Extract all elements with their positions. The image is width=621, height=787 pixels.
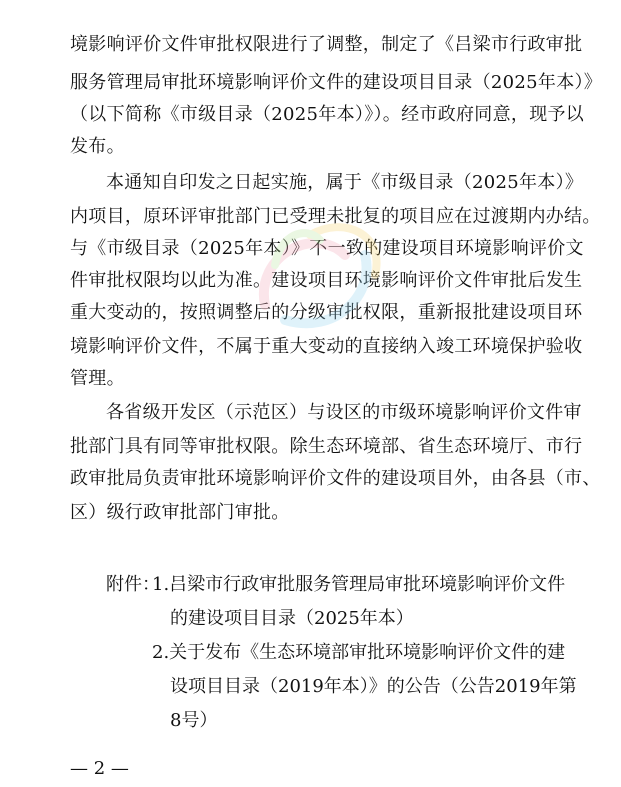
paragraph-1-line-2: 服务管理局审批环境影响评价文件的建设项目目录（2025年本）》 — [70, 72, 603, 93]
paragraph-3-line-2: 批部门具有同等审批权限。除生态环境部、省生态环境厅、市行 — [70, 436, 583, 457]
paragraph-2-line-4: 件审批权限均以此为准。建设项目环境影响评价文件审批后发生 — [70, 270, 583, 291]
paragraph-2-line-6: 境影响评价文件，不属于重大变动的直接纳入竣工环境保护验收 — [70, 336, 583, 357]
attachment-1-line-1: 1.吕梁市行政审批服务管理局审批环境影响评价文件 — [152, 574, 566, 595]
paragraph-3-line-1: 各省级开发区（示范区）与设区的市级环境影响评价文件审 — [106, 402, 582, 423]
attachment-1-line-2: 的建设项目目录（2025年本） — [170, 608, 414, 629]
attachments-label: 附件： — [106, 574, 160, 595]
paragraph-1-line-1: 境影响评价文件审批权限进行了调整，制定了《吕梁市行政审批 — [70, 34, 583, 55]
paragraph-1-line-4: 发布。 — [70, 136, 125, 157]
paragraph-3-line-4: 区）级行政审批部门审批。 — [70, 502, 290, 523]
paragraph-2-line-5: 重大变动的，按照调整后的分级审批权限，重新报批建设项目环 — [70, 302, 583, 323]
paragraph-2-line-3: 与《市级目录（2025年本）》不一致的建设项目环境影响评价文 — [70, 238, 584, 259]
attachment-2-line-1: 2.关于发布《生态环境部审批环境影响评价文件的建 — [152, 642, 566, 663]
paragraph-2-line-2: 内项目，原环评审批部门已受理未批复的项目应在过渡期内办结。 — [70, 206, 601, 227]
paragraph-1-line-3: （以下简称《市级目录（2025年本）》）。经市政府同意，现予以 — [70, 104, 585, 125]
paragraph-2-line-1: 本通知自印发之日起实施，属于《市级目录（2025年本）》 — [106, 172, 584, 193]
paragraph-2-line-7: 管理。 — [70, 368, 125, 389]
attachment-2-line-2: 设项目目录（2019年本）》的公告（公告2019年第 — [170, 676, 577, 697]
attachment-2-line-3: 8号） — [170, 710, 218, 731]
paragraph-3-line-3: 政审批局负责审批环境影响评价文件的建设项目外，由各县（市、 — [70, 468, 601, 489]
page-number: — 2 — — [70, 758, 129, 779]
